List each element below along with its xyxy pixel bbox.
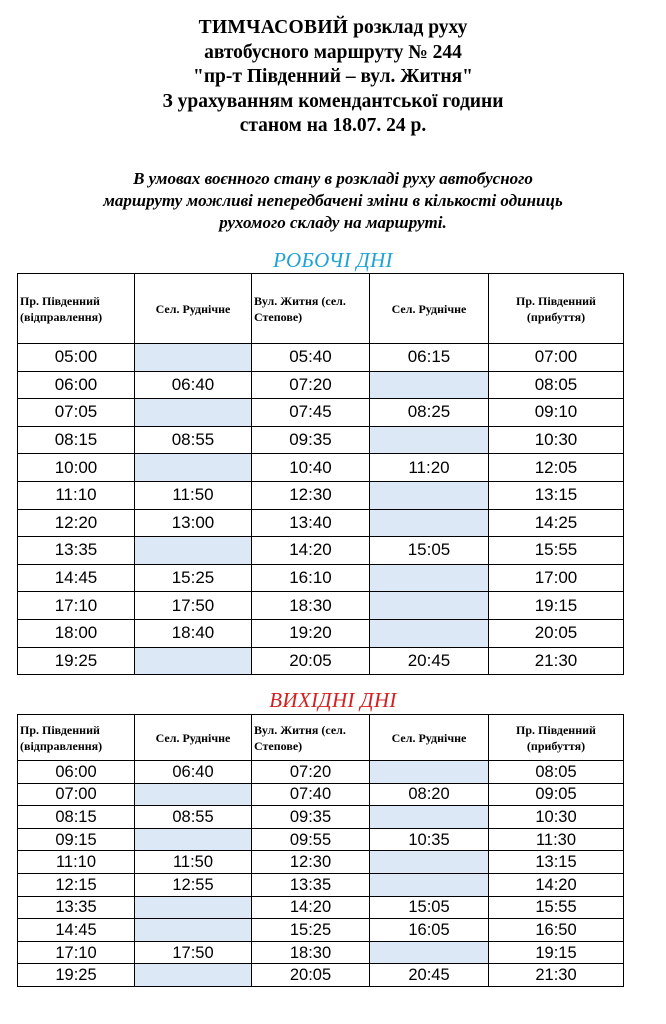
time-cell: 05:40 <box>252 344 370 372</box>
notice-line: рухомого складу на маршруті. <box>219 213 447 232</box>
table-row <box>18 537 624 565</box>
time-cell: 20:05 <box>489 619 624 647</box>
empty-time-cell <box>370 873 489 896</box>
document-title <box>0 16 666 139</box>
table-row <box>18 851 624 874</box>
empty-time-cell <box>135 537 252 565</box>
table-row <box>18 896 624 919</box>
time-cell: 14:45 <box>18 564 135 592</box>
table-row <box>18 647 624 675</box>
empty-time-cell <box>370 851 489 874</box>
time-cell: 08:05 <box>489 371 624 399</box>
time-cell: 09:10 <box>489 399 624 427</box>
empty-time-cell <box>370 371 489 399</box>
time-cell: 09:15 <box>18 828 135 851</box>
time-cell: 07:05 <box>18 399 135 427</box>
empty-time-cell <box>370 426 489 454</box>
time-cell: 10:40 <box>252 454 370 482</box>
time-cell: 11:50 <box>135 851 252 874</box>
time-cell: 15:05 <box>370 896 489 919</box>
time-cell: 17:10 <box>18 941 135 964</box>
table-row <box>18 564 624 592</box>
time-cell: 10:00 <box>18 454 135 482</box>
table-row <box>18 919 624 942</box>
time-cell: 20:45 <box>370 647 489 675</box>
time-cell: 13:00 <box>135 509 252 537</box>
time-cell: 08:25 <box>370 399 489 427</box>
time-cell: 20:05 <box>252 964 370 987</box>
time-cell: 16:10 <box>252 564 370 592</box>
table-row <box>18 454 624 482</box>
empty-time-cell <box>135 344 252 372</box>
table-row <box>18 592 624 620</box>
table-row <box>18 783 624 806</box>
table-row <box>18 941 624 964</box>
table-row <box>18 481 624 509</box>
column-header: Пр. Південний (прибуття) <box>489 715 624 761</box>
table-row <box>18 371 624 399</box>
table-row <box>18 399 624 427</box>
time-cell: 13:15 <box>489 851 624 874</box>
empty-time-cell <box>135 647 252 675</box>
time-cell: 11:20 <box>370 454 489 482</box>
time-cell: 21:30 <box>489 964 624 987</box>
time-cell: 07:20 <box>252 371 370 399</box>
table-row <box>18 426 624 454</box>
time-cell: 08:05 <box>489 761 624 784</box>
time-cell: 07:45 <box>252 399 370 427</box>
time-cell: 10:30 <box>489 806 624 829</box>
time-cell: 18:40 <box>135 619 252 647</box>
empty-time-cell <box>370 509 489 537</box>
weekend-schedule-table <box>17 714 624 987</box>
time-cell: 09:55 <box>252 828 370 851</box>
time-cell: 10:35 <box>370 828 489 851</box>
time-cell: 19:15 <box>489 592 624 620</box>
empty-time-cell <box>370 592 489 620</box>
empty-time-cell <box>135 454 252 482</box>
empty-time-cell <box>370 941 489 964</box>
time-cell: 07:00 <box>489 344 624 372</box>
time-cell: 13:40 <box>252 509 370 537</box>
time-cell: 06:40 <box>135 371 252 399</box>
empty-time-cell <box>135 964 252 987</box>
time-cell: 12:20 <box>18 509 135 537</box>
column-header: Сел. Руднічне <box>135 274 252 344</box>
time-cell: 18:30 <box>252 941 370 964</box>
time-cell: 19:25 <box>18 964 135 987</box>
time-cell: 12:05 <box>489 454 624 482</box>
time-cell: 07:20 <box>252 761 370 784</box>
empty-time-cell <box>370 481 489 509</box>
time-cell: 12:30 <box>252 851 370 874</box>
column-header: Пр. Південний (прибуття) <box>489 274 624 344</box>
time-cell: 14:20 <box>252 537 370 565</box>
time-cell: 13:35 <box>252 873 370 896</box>
notice-line: маршруту можливі непередбачені зміни в кількості одиниць <box>103 191 563 210</box>
time-cell: 17:50 <box>135 592 252 620</box>
table-row <box>18 619 624 647</box>
time-cell: 17:00 <box>489 564 624 592</box>
title-line-1: ТИМЧАСОВИЙ розклад руху <box>198 17 468 38</box>
time-cell: 16:50 <box>489 919 624 942</box>
time-cell: 07:40 <box>252 783 370 806</box>
time-cell: 21:30 <box>489 647 624 675</box>
time-cell: 14:20 <box>252 896 370 919</box>
time-cell: 13:15 <box>489 481 624 509</box>
time-cell: 08:15 <box>18 426 135 454</box>
time-cell: 12:30 <box>252 481 370 509</box>
workdays-schedule-table <box>17 273 624 675</box>
column-header: Сел. Руднічне <box>370 715 489 761</box>
time-cell: 20:05 <box>252 647 370 675</box>
time-cell: 14:25 <box>489 509 624 537</box>
notice-line: В умовах воєнного стану в розкладі руху автобусного <box>133 169 533 188</box>
time-cell: 05:00 <box>18 344 135 372</box>
time-cell: 11:30 <box>489 828 624 851</box>
column-header: Вул. Житня (сел. Степове) <box>252 274 370 344</box>
column-header: Пр. Південний (відправлення) <box>18 715 135 761</box>
time-cell: 16:05 <box>370 919 489 942</box>
time-cell: 10:30 <box>489 426 624 454</box>
martial-law-notice <box>0 168 666 234</box>
time-cell: 20:45 <box>370 964 489 987</box>
time-cell: 14:20 <box>489 873 624 896</box>
empty-time-cell <box>135 896 252 919</box>
time-cell: 08:15 <box>18 806 135 829</box>
time-cell: 06:15 <box>370 344 489 372</box>
time-cell: 17:10 <box>18 592 135 620</box>
time-cell: 15:25 <box>252 919 370 942</box>
time-cell: 06:40 <box>135 761 252 784</box>
time-cell: 09:35 <box>252 426 370 454</box>
time-cell: 14:45 <box>18 919 135 942</box>
time-cell: 09:05 <box>489 783 624 806</box>
time-cell: 12:15 <box>18 873 135 896</box>
table-row <box>18 828 624 851</box>
time-cell: 19:20 <box>252 619 370 647</box>
table-row <box>18 509 624 537</box>
time-cell: 15:05 <box>370 537 489 565</box>
time-cell: 11:50 <box>135 481 252 509</box>
empty-time-cell <box>135 399 252 427</box>
table-row <box>18 806 624 829</box>
title-line-5: станом на 18.07. 24 р. <box>239 115 427 136</box>
time-cell: 11:10 <box>18 851 135 874</box>
time-cell: 13:35 <box>18 896 135 919</box>
time-cell: 15:25 <box>135 564 252 592</box>
column-header: Сел. Руднічне <box>135 715 252 761</box>
time-cell: 07:00 <box>18 783 135 806</box>
title-line-2: автобусного маршруту № 244 <box>204 41 462 63</box>
weekend-title: ВИХІДНІ ДНІ <box>269 688 397 712</box>
time-cell: 18:30 <box>252 592 370 620</box>
time-cell: 06:00 <box>18 371 135 399</box>
time-cell: 15:55 <box>489 537 624 565</box>
time-cell: 11:10 <box>18 481 135 509</box>
time-cell: 17:50 <box>135 941 252 964</box>
time-cell: 08:20 <box>370 783 489 806</box>
title-line-3: "пр-т Південний – вул. Житня" <box>193 66 473 87</box>
time-cell: 13:35 <box>18 537 135 565</box>
table-row <box>18 761 624 784</box>
time-cell: 15:55 <box>489 896 624 919</box>
column-header: Вул. Житня (сел. Степове) <box>252 715 370 761</box>
empty-time-cell <box>135 919 252 942</box>
workdays-title: РОБОЧІ ДНІ <box>273 248 393 272</box>
time-cell: 08:55 <box>135 806 252 829</box>
empty-time-cell <box>370 806 489 829</box>
time-cell: 19:25 <box>18 647 135 675</box>
time-cell: 19:15 <box>489 941 624 964</box>
time-cell: 18:00 <box>18 619 135 647</box>
time-cell: 12:55 <box>135 873 252 896</box>
empty-time-cell <box>370 564 489 592</box>
column-header: Сел. Руднічне <box>370 274 489 344</box>
time-cell: 06:00 <box>18 761 135 784</box>
time-cell: 09:35 <box>252 806 370 829</box>
empty-time-cell <box>135 783 252 806</box>
empty-time-cell <box>370 619 489 647</box>
empty-time-cell <box>370 761 489 784</box>
empty-time-cell <box>135 828 252 851</box>
column-header: Пр. Південний (відправлення) <box>18 274 135 344</box>
table-row <box>18 873 624 896</box>
table-row <box>18 344 624 372</box>
time-cell: 08:55 <box>135 426 252 454</box>
title-line-4: З урахуванням комендантської години <box>162 90 504 112</box>
table-row <box>18 964 624 987</box>
